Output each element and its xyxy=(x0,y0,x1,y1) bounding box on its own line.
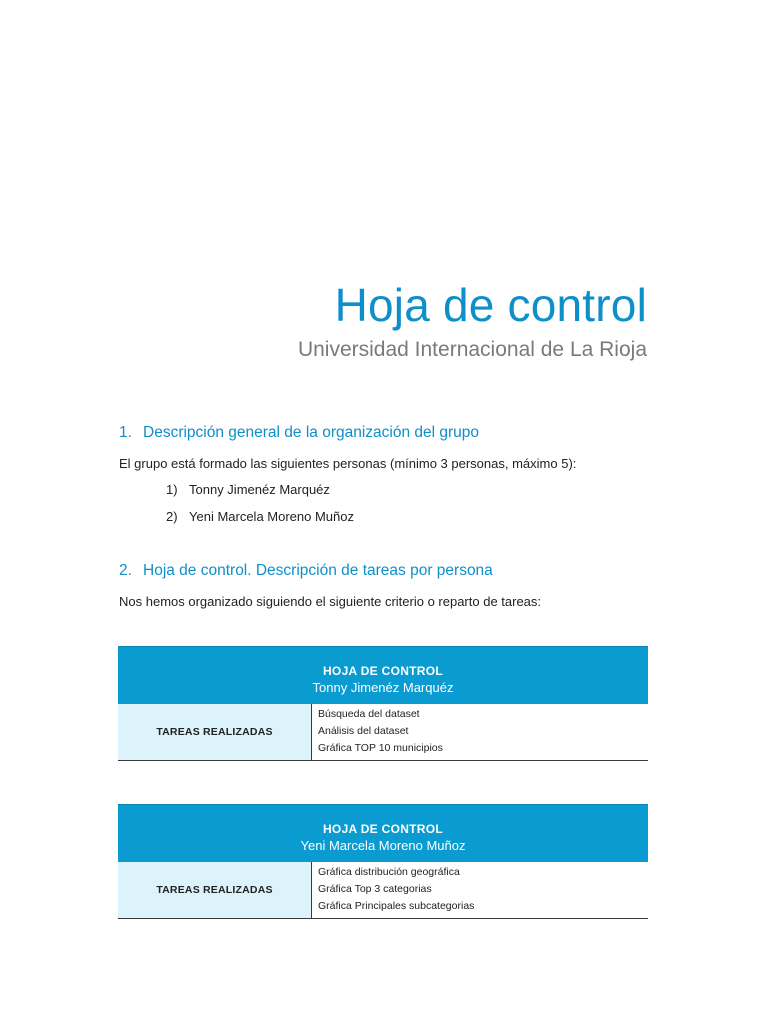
tasks-label: TAREAS REALIZADAS xyxy=(118,862,312,918)
document-title: Hoja de control xyxy=(334,279,647,331)
control-table-body xyxy=(118,704,648,760)
list-item-number: 1) xyxy=(166,482,178,497)
member-name: Yeni Marcela Moreno Muñoz xyxy=(189,509,354,524)
control-table-header xyxy=(118,646,648,704)
list-item xyxy=(166,509,354,524)
task-item: Búsqueda del dataset xyxy=(318,708,420,720)
section-1-heading-text: Descripción general de la organización del grupo xyxy=(143,424,480,441)
tasks-list xyxy=(312,862,648,918)
task-item: Análisis del dataset xyxy=(318,725,409,737)
section-2-heading xyxy=(119,562,493,580)
task-item: Gráfica Top 3 categorias xyxy=(318,883,432,895)
section-1-intro: El grupo está formado las siguientes personas (mínimo 3 personas, máximo 5): xyxy=(119,456,577,471)
tasks-list xyxy=(312,704,648,760)
section-1-heading xyxy=(119,424,479,442)
task-item: Gráfica distribución geográfica xyxy=(318,866,460,878)
control-table-person: Yeni Marcela Moreno Muñoz xyxy=(300,838,466,853)
section-2-heading-text: Hoja de control. Descripción de tareas por persona xyxy=(143,562,493,579)
control-table-title: HOJA DE CONTROL xyxy=(322,822,444,836)
control-table-person: Tonny Jimenéz Marquéz xyxy=(312,680,454,695)
section-1-number: 1. xyxy=(119,424,132,441)
task-item: Gráfica TOP 10 municipios xyxy=(318,742,443,754)
section-2-number: 2. xyxy=(119,562,132,579)
list-item xyxy=(166,482,330,497)
control-table-title: HOJA DE CONTROL xyxy=(322,664,444,678)
list-item-number: 2) xyxy=(166,509,178,524)
control-table xyxy=(118,646,648,761)
member-name: Tonny Jimenéz Marquéz xyxy=(189,482,330,497)
tasks-label: TAREAS REALIZADAS xyxy=(118,704,312,760)
section-2-intro: Nos hemos organizado siguiendo el siguiente criterio o reparto de tareas: xyxy=(119,594,542,609)
control-table-body xyxy=(118,862,648,918)
control-table xyxy=(118,804,648,919)
task-item: Gráfica Principales subcategorias xyxy=(318,900,475,912)
document-subtitle: Universidad Internacional de La Rioja xyxy=(297,338,647,361)
control-table-header xyxy=(118,804,648,862)
